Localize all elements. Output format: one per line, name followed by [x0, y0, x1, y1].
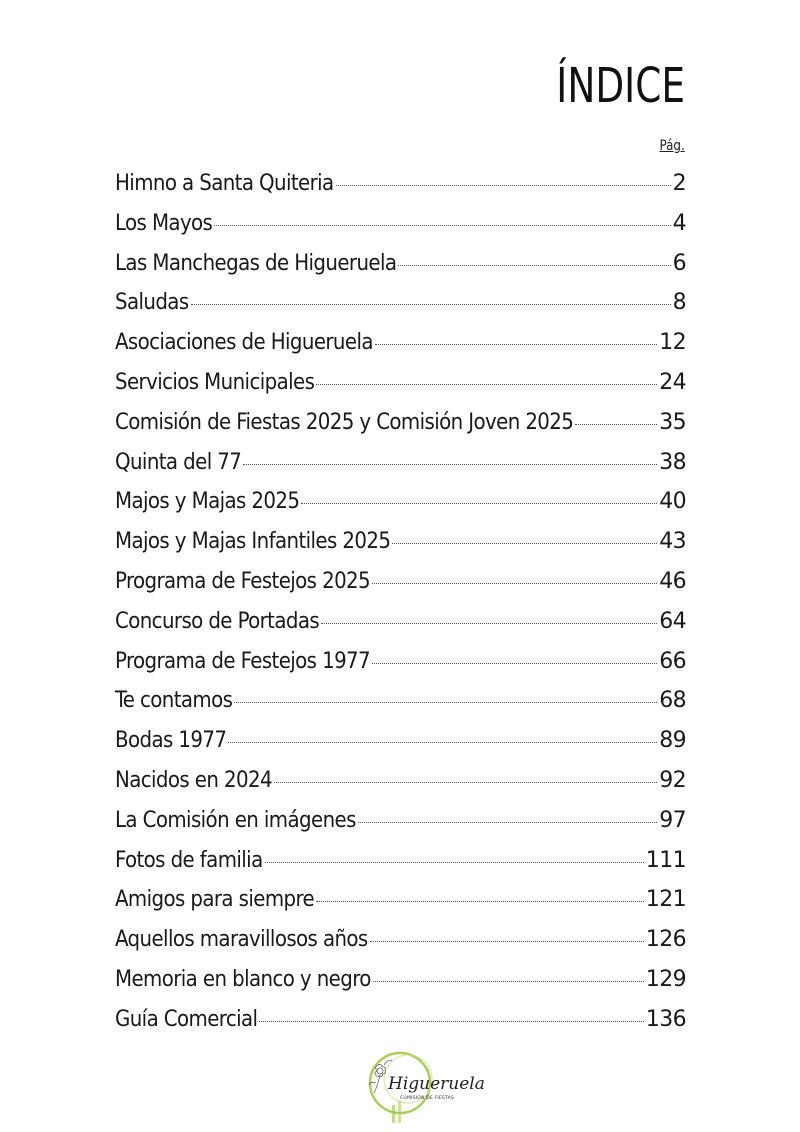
toc-entry — [115, 407, 686, 447]
dot-leader — [392, 543, 657, 544]
toc-entry — [115, 805, 686, 845]
dot-leader — [398, 265, 670, 266]
toc-entry — [115, 367, 686, 407]
toc-entry — [115, 765, 686, 805]
dot-leader — [274, 782, 657, 783]
toc-entry-page: 111 — [645, 847, 686, 873]
toc-entry — [115, 526, 686, 566]
toc-entry-title: Saludas — [115, 290, 189, 316]
toc-entry-title: Memoria en blanco y negro — [115, 966, 371, 992]
toc-entry-title: Las Manchegas de Higueruela — [115, 250, 397, 276]
toc-entry — [115, 287, 686, 327]
toc-entry-title: Servicios Municipales — [115, 369, 315, 395]
toc-entry-page: 89 — [659, 728, 686, 754]
logo-wordmark: Higueruela — [388, 1074, 485, 1094]
toc-entry — [115, 248, 686, 288]
toc-entry-page: 12 — [659, 330, 686, 356]
higueruela-logo — [350, 1045, 485, 1125]
dot-leader — [358, 822, 657, 823]
toc-entry-page: 6 — [672, 250, 686, 276]
toc-entry-page: 46 — [659, 568, 686, 594]
toc-entry-title: Programa de Festejos 1977 — [115, 648, 371, 674]
toc-entry-title: Comisión de Fiestas 2025 y Comisión Joven 2025 — [115, 409, 574, 435]
toc-entry — [115, 566, 686, 606]
toc-entry-title: Programa de Festejos 2025 — [115, 568, 371, 594]
dot-leader — [373, 981, 644, 982]
dot-leader — [191, 304, 671, 305]
toc-entry — [115, 327, 686, 367]
toc-entry-title: Majos y Majas Infantiles 2025 — [115, 529, 391, 555]
dot-leader — [214, 225, 670, 226]
toc-entry-page: 43 — [659, 529, 686, 555]
dot-leader — [372, 583, 657, 584]
toc-entry-page: 8 — [672, 290, 686, 316]
dot-leader — [243, 464, 657, 465]
toc-entry — [115, 486, 686, 526]
dot-leader — [316, 384, 657, 385]
toc-entry-title: Quinta del 77 — [115, 449, 242, 475]
dot-leader — [234, 702, 657, 703]
toc-entry-title: Los Mayos — [115, 210, 213, 236]
toc-entry — [115, 884, 686, 924]
toc-entry-page: 35 — [659, 409, 686, 435]
toc-entry — [115, 685, 686, 725]
toc-entry — [115, 168, 686, 208]
toc-entry-page: 68 — [659, 688, 686, 714]
toc-entry-title: Himno a Santa Quiteria — [115, 171, 334, 196]
dot-leader — [372, 663, 657, 664]
toc-entry — [115, 447, 686, 487]
dot-leader — [321, 623, 657, 624]
toc-entry-title: Amigos para siempre — [115, 887, 315, 913]
toc-entry-page: 136 — [645, 1006, 686, 1032]
toc-entry-page: 64 — [659, 608, 686, 634]
dot-leader — [375, 344, 657, 345]
toc-entry-page: 66 — [659, 648, 686, 674]
toc-entry — [115, 606, 686, 646]
toc-entry-page: 129 — [645, 966, 686, 992]
toc-entry-page: 92 — [659, 767, 686, 793]
toc-entry — [115, 964, 686, 1004]
dot-leader — [336, 185, 671, 186]
toc-entry-title: Fotos de familia — [115, 847, 263, 873]
toc-entry-page: 97 — [659, 807, 686, 833]
toc-entry — [115, 845, 686, 885]
toc-entry-page: 40 — [659, 489, 686, 515]
toc-entry-page: 38 — [659, 449, 686, 475]
toc-entry — [115, 646, 686, 686]
toc-entry-page: 121 — [645, 887, 686, 913]
toc-entry — [115, 1004, 686, 1044]
page-column-label: Pág. — [659, 138, 685, 154]
toc-entry-title: Nacidos en 2024 — [115, 767, 272, 793]
dot-leader — [316, 901, 644, 902]
dot-leader — [228, 742, 657, 743]
toc-entry-title: Te contamos — [115, 688, 233, 714]
toc-entry — [115, 725, 686, 765]
logo-bar — [398, 1101, 401, 1123]
logo-subtitle: COMISIÓN DE FIESTAS — [400, 1096, 454, 1101]
logo-bar — [392, 1105, 395, 1123]
dot-leader — [575, 424, 657, 425]
toc-entry — [115, 208, 686, 248]
table-of-contents — [115, 168, 686, 1044]
toc-entry-title: Concurso de Portadas — [115, 608, 320, 634]
dot-leader — [265, 862, 644, 863]
toc-entry — [115, 924, 686, 964]
toc-entry-title: Majos y Majas 2025 — [115, 489, 300, 515]
toc-entry-title: Guía Comercial — [115, 1006, 258, 1032]
toc-entry-page: 126 — [645, 927, 686, 953]
toc-entry-title: La Comisión en imágenes — [115, 807, 356, 833]
toc-entry-page: 2 — [672, 171, 686, 196]
toc-entry-title: Asociaciones de Higueruela — [115, 330, 373, 356]
toc-entry-title: Bodas 1977 — [115, 728, 227, 754]
page-title: ÍNDICE — [556, 58, 685, 114]
dot-leader — [259, 1021, 643, 1022]
dot-leader — [301, 503, 657, 504]
toc-entry-page: 24 — [659, 369, 686, 395]
toc-entry-page: 4 — [672, 210, 686, 236]
toc-entry-title: Aquellos maravillosos años — [115, 927, 368, 953]
dot-leader — [370, 941, 644, 942]
